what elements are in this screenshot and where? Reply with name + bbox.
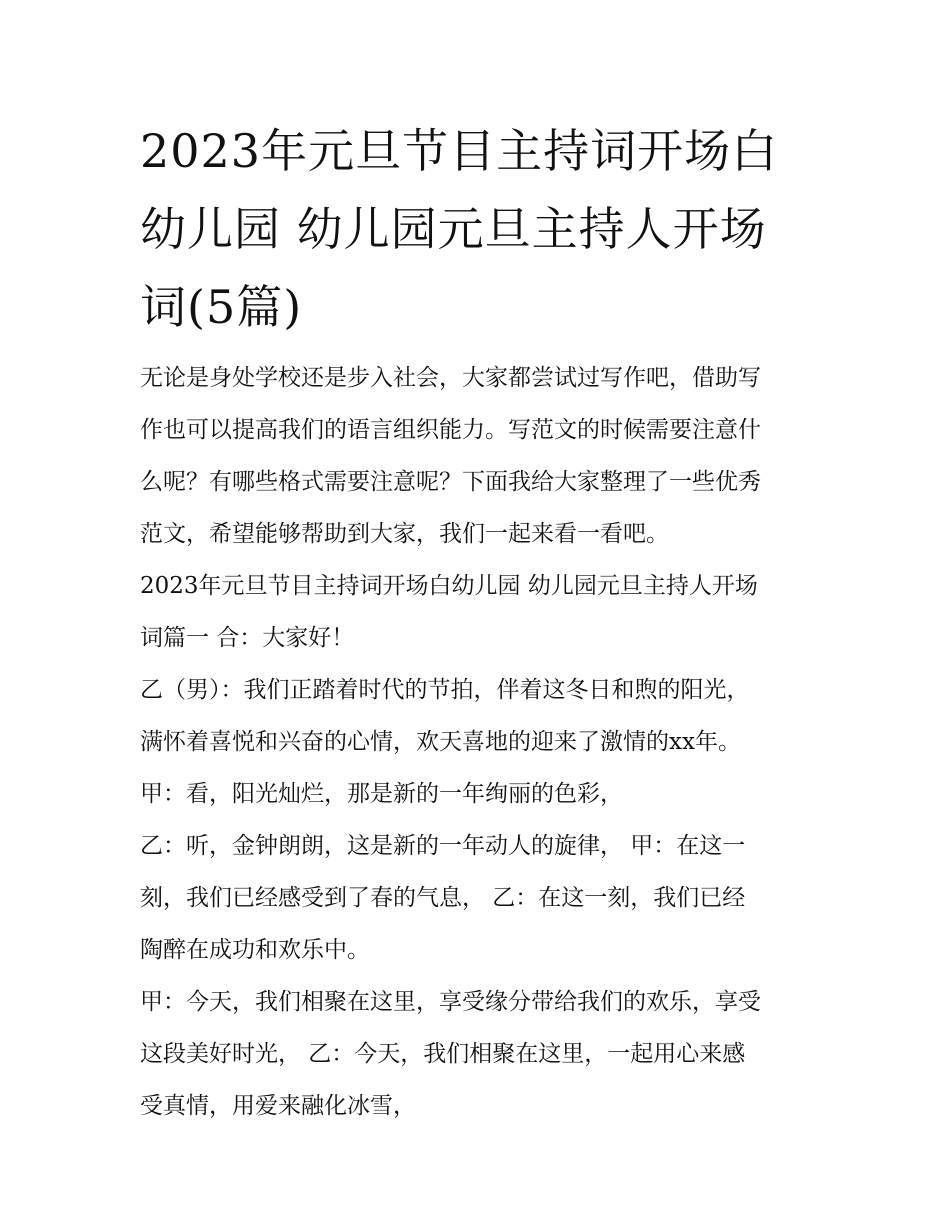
body-line: 甲：看，阳光灿烂，那是新的一年绚丽的色彩， [140,781,623,807]
body-line: 陶醉在成功和欢乐中。 [140,937,370,963]
body-line: 这段美好时光， 乙：今天，我们相聚在这里，一起用心来感 [140,1041,746,1067]
body-line: 作也可以提高我们的语言组织能力。写范文的时候需要注意什 [140,417,761,443]
body-line: 2023年元旦节目主持词开场白幼儿园 幼儿园元旦主持人开场 [140,573,758,599]
title-line: 词(5篇) [140,280,303,334]
document-title [140,112,820,346]
body-line: 乙（男）：我们正踏着时代的节拍，伴着这冬日和煦的阳光， [140,677,750,703]
body-line: 么呢？有哪些格式需要注意呢？下面我给大家整理了一些优秀 [140,469,761,495]
body-line: 词篇一 合：大家好！ [140,625,355,651]
body-line: 乙：听，金钟朗朗，这是新的一年动人的旋律， 甲：在这一 [140,833,746,859]
document-body [140,352,820,1132]
title-line: 2023年元旦节目主持词开场白 [140,124,779,178]
body-line: 无论是身处学校还是步入社会，大家都尝试过写作吧，借助写 [140,365,761,391]
body-line: 受真情，用爱来融化冰雪， [140,1093,416,1119]
body-line: 甲：今天，我们相聚在这里，享受缘分带给我们的欢乐，享受 [140,989,761,1015]
body-line: 范文，希望能够帮助到大家，我们一起来看一看吧。 [140,521,669,547]
body-line: 满怀着喜悦和兴奋的心情，欢天喜地的迎来了激情的xx年。 [140,729,741,755]
body-line: 刻，我们已经感受到了春的气息， 乙：在这一刻，我们已经 [140,885,746,911]
title-line: 幼儿园 幼儿园元旦主持人开场 [140,202,767,256]
